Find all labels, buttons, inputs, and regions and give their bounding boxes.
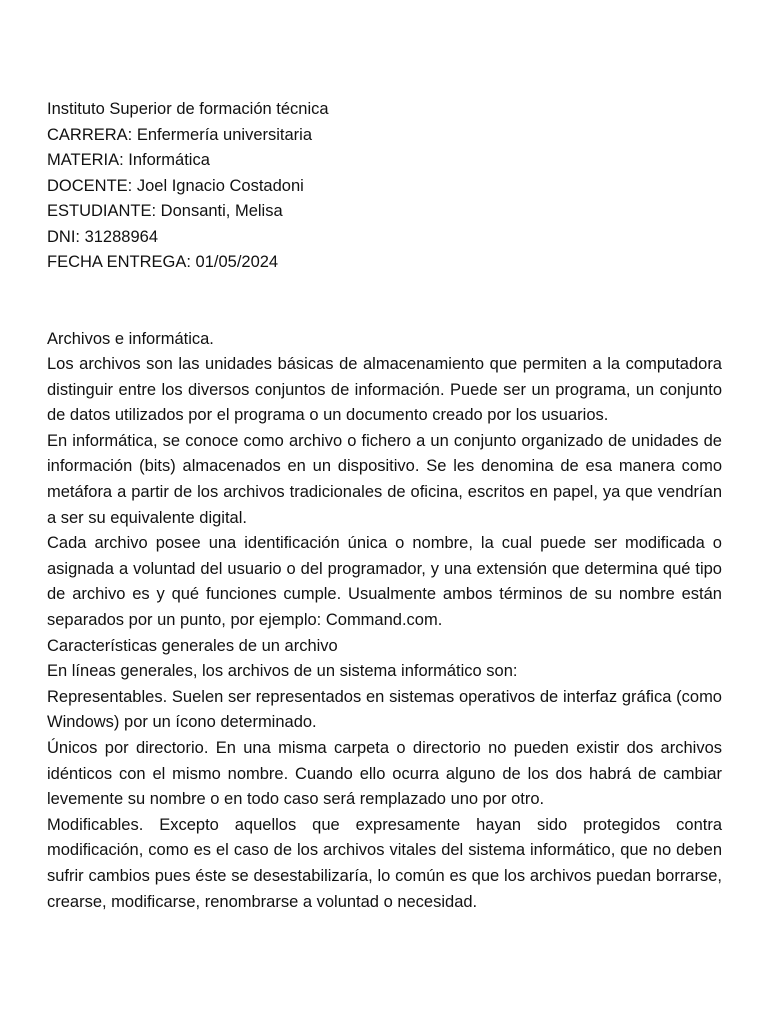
paragraph: Únicos por directorio. En una misma carpeta o directorio no pueden existir dos archivos idénticos con el mismo nombre. Cuando ello ocurra alguno de los dos habrá de cambiar levemente su nombre o en todo caso será remplazado uno por otro. — [47, 739, 722, 809]
paragraph: Los archivos son las unidades básicas de almacenamiento que permiten a la computadora distinguir entre los diversos conjuntos de información. Puede ser un programa, un conjunto de datos utilizados por el programa o un documento creado por los usuarios. — [47, 355, 722, 425]
paragraph: Representables. Suelen ser representados en sistemas operativos de interfaz gráfica (como Windows) por un ícono determinado. — [47, 687, 722, 732]
paragraph: Cada archivo posee una identificación única o nombre, la cual puede ser modificada o asignada a voluntad del usuario o del programador, y una extensión que determina qué tipo de archivo es y qué funciones cumple. Usualmente ambos términos de su nombre están separados por un punto, por ejemplo: Command.com. — [47, 534, 722, 630]
document-header — [47, 97, 722, 276]
institution-line: Instituto Superior de formación técnica — [47, 100, 329, 118]
paragraph: En informática, se conoce como archivo o fichero a un conjunto organizado de unidades de información (bits) almacenados en un dispositivo. Se les denomina de esa manera como metáfora a partir de los archivos tradicionales de oficina, escritos en papel, ya que vendrían a ser su equivalente digital. — [47, 431, 722, 527]
section-title: Archivos e informática. — [47, 329, 214, 348]
student-line: ESTUDIANTE: Donsanti, Melisa — [47, 202, 283, 220]
dni-line: DNI: 31288964 — [47, 227, 158, 246]
career-line: CARRERA: Enfermería universitaria — [47, 125, 312, 144]
section-subtitle: Características generales de un archivo — [47, 636, 338, 655]
document-page — [47, 97, 722, 915]
document-body — [47, 327, 722, 916]
paragraph: Modificables. Excepto aquellos que expresamente hayan sido protegidos contra modificación, como es el caso de los archivos vitales del sistema informático, que no deben sufrir cambios pues éste se desestabilizaría, lo común es que los archivos puedan borrarse, crearse, modificarse, renombrarse a voluntad o necesidad. — [47, 815, 722, 911]
list-intro: En líneas generales, los archivos de un sistema informático son: — [47, 662, 518, 681]
due-date-line: FECHA ENTREGA: 01/05/2024 — [47, 253, 279, 271]
subject-line: MATERIA: Informática — [47, 151, 210, 169]
spacer — [47, 276, 722, 327]
teacher-line: DOCENTE: Joel Ignacio Costadoni — [47, 176, 304, 195]
